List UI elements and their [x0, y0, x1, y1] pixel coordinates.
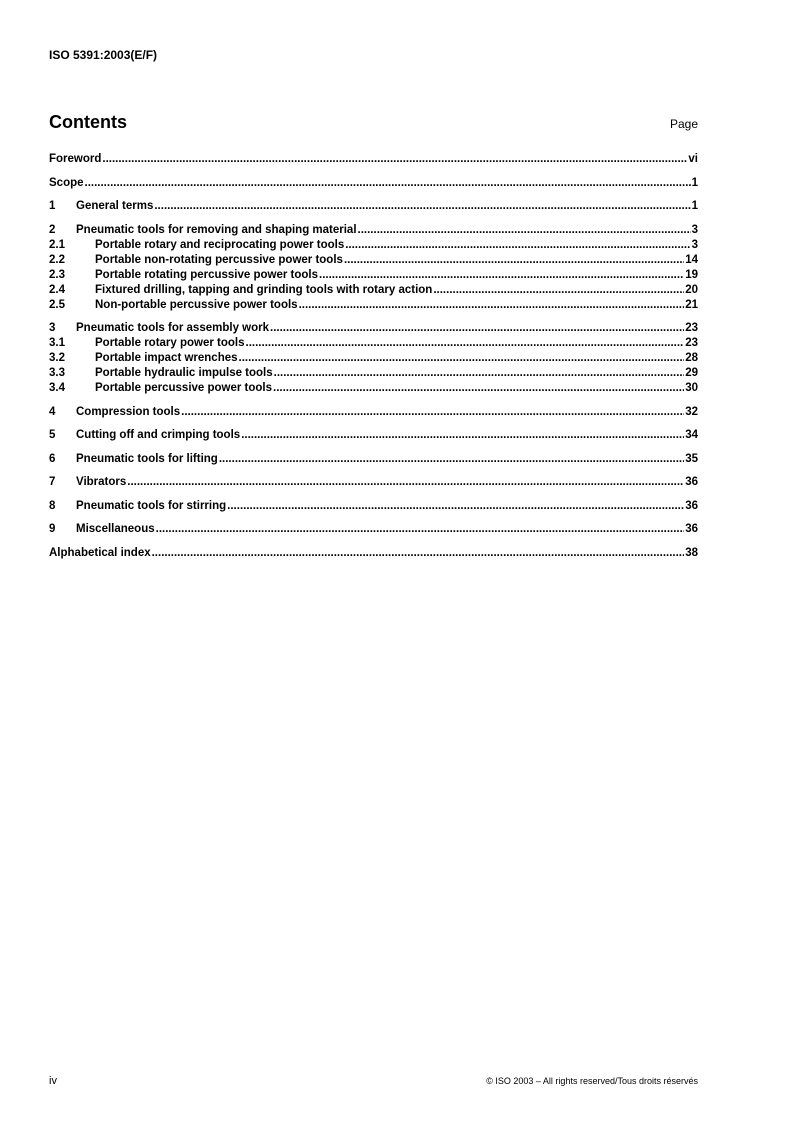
- toc-entry-page: 28: [685, 352, 698, 364]
- toc-entry[interactable]: [49, 152, 698, 167]
- toc-dot-leader: [274, 366, 685, 381]
- toc-entry-title: General terms: [76, 200, 154, 212]
- toc-entry-page: 1: [691, 176, 698, 189]
- toc-entry-title: Portable rotary and reciprocating power tools: [95, 238, 345, 251]
- toc-entry-page: 3: [691, 238, 698, 251]
- toc-entry-number: 7: [49, 476, 56, 488]
- toc-entry[interactable]: [49, 321, 698, 336]
- toc-entry-number: 3.3: [49, 367, 65, 379]
- toc-entry-title: Pneumatic tools for removing and shaping material: [76, 223, 357, 236]
- toc-entry-page: 14: [685, 253, 698, 266]
- toc-dot-leader: [433, 283, 684, 298]
- toc-dot-leader: [246, 336, 685, 351]
- toc-dot-leader: [319, 268, 684, 283]
- toc-entry-title: Portable rotary power tools: [95, 337, 245, 349]
- toc-entry[interactable]: [49, 475, 698, 490]
- toc-entry-title: Scope: [49, 176, 84, 189]
- toc-entry-number: 2: [49, 223, 56, 236]
- toc-entry[interactable]: [49, 381, 698, 396]
- toc-dot-leader: [345, 238, 690, 253]
- toc-dot-leader: [152, 546, 685, 561]
- toc-entry-title: Cutting off and crimping tools: [76, 429, 241, 441]
- toc-entry[interactable]: [49, 522, 698, 537]
- toc-entry-number: 2.3: [49, 268, 65, 281]
- toc-dot-leader: [219, 452, 684, 467]
- toc-dot-leader: [127, 475, 684, 490]
- toc-entry-number: 2.4: [49, 283, 65, 296]
- toc-entry[interactable]: [49, 351, 698, 366]
- toc-dot-leader: [156, 522, 685, 537]
- toc-entry-title: Pneumatic tools for stirring: [76, 499, 227, 512]
- toc-entry-page: 21: [685, 298, 698, 311]
- toc-entry-page: 29: [685, 367, 698, 379]
- toc-entry[interactable]: [49, 405, 698, 420]
- footer-page-number: iv: [49, 1075, 57, 1087]
- toc-entry[interactable]: [49, 366, 698, 381]
- toc-entry-number: 1: [49, 200, 56, 212]
- toc-entry-title: Portable rotating percussive power tools: [95, 268, 319, 281]
- toc-entry-page: 30: [685, 382, 698, 394]
- table-of-contents: [49, 152, 698, 561]
- toc-dot-leader: [154, 199, 690, 214]
- toc-dot-leader: [299, 298, 685, 313]
- toc-entry-page: 38: [685, 546, 698, 559]
- toc-entry-number: 8: [49, 499, 56, 512]
- toc-entry-title: Portable non-rotating percussive power tools: [95, 253, 343, 266]
- toc-dot-leader: [85, 176, 691, 191]
- toc-entry-title: Portable hydraulic impulse tools: [95, 367, 273, 379]
- toc-entry[interactable]: [49, 336, 698, 351]
- toc-entry-number: 5: [49, 429, 56, 441]
- toc-entry-number: 3.4: [49, 382, 65, 394]
- toc-entry-number: 4: [49, 405, 56, 418]
- toc-entry-title: Foreword: [49, 153, 102, 165]
- toc-entry-number: 3.2: [49, 352, 65, 364]
- toc-dot-leader: [227, 499, 684, 514]
- document-id: ISO 5391:2003(E/F): [49, 48, 158, 62]
- toc-entry-page: 23: [685, 337, 698, 349]
- toc-entry-page: 36: [685, 523, 698, 535]
- toc-entry-number: 6: [49, 452, 56, 465]
- toc-dot-leader: [273, 381, 684, 396]
- toc-entry-title: Pneumatic tools for lifting: [76, 452, 218, 465]
- toc-entry-page: 20: [685, 283, 698, 296]
- toc-entry-number: 2.5: [49, 298, 65, 311]
- toc-dot-leader: [344, 253, 684, 268]
- toc-dot-leader: [239, 351, 685, 366]
- toc-entry-page: vi: [688, 153, 698, 165]
- toc-entry-title: Vibrators: [76, 476, 127, 488]
- toc-entry[interactable]: [49, 268, 698, 283]
- toc-entry-number: 2.2: [49, 253, 65, 266]
- toc-dot-leader: [181, 405, 684, 420]
- toc-entry-page: 36: [685, 499, 698, 512]
- toc-entry-page: 1: [691, 200, 698, 212]
- toc-entry-number: 3.1: [49, 337, 65, 349]
- toc-entry[interactable]: [49, 223, 698, 238]
- toc-entry[interactable]: [49, 176, 698, 191]
- footer-copyright: © ISO 2003 – All rights reserved/Tous droits réservés: [486, 1076, 698, 1086]
- toc-entry-title: Fixtured drilling, tapping and grinding tools with rotary action: [95, 283, 433, 296]
- toc-entry-page: 35: [685, 452, 698, 465]
- toc-entry[interactable]: [49, 499, 698, 514]
- toc-entry[interactable]: [49, 283, 698, 298]
- toc-entry-title: Compression tools: [76, 405, 181, 418]
- toc-entry-page: 36: [685, 476, 698, 488]
- toc-entry[interactable]: [49, 253, 698, 268]
- toc-entry-page: 34: [685, 429, 698, 441]
- toc-entry[interactable]: [49, 428, 698, 443]
- toc-entry-title: Portable impact wrenches: [95, 352, 238, 364]
- toc-entry[interactable]: [49, 238, 698, 253]
- page-column-label: Page: [669, 117, 698, 131]
- toc-entry-number: 9: [49, 523, 56, 535]
- toc-entry-title: Alphabetical index: [49, 546, 151, 559]
- toc-entry-page: 23: [685, 322, 698, 334]
- toc-entry-page: 32: [685, 405, 698, 418]
- toc-dot-leader: [270, 321, 684, 336]
- toc-entry[interactable]: [49, 199, 698, 214]
- toc-entry[interactable]: [49, 546, 698, 561]
- toc-entry[interactable]: [49, 298, 698, 313]
- toc-entry-title: Non-portable percussive power tools: [95, 298, 298, 311]
- toc-entry-page: 3: [691, 223, 698, 236]
- contents-title: Contents: [49, 112, 127, 132]
- toc-dot-leader: [358, 223, 691, 238]
- toc-entry-number: 3: [49, 322, 56, 334]
- toc-entry-page: 19: [685, 268, 698, 281]
- toc-entry-number: 2.1: [49, 238, 65, 251]
- toc-entry-title: Miscellaneous: [76, 523, 155, 535]
- toc-entry-title: Pneumatic tools for assembly work: [76, 322, 270, 334]
- toc-dot-leader: [241, 428, 684, 443]
- toc-dot-leader: [102, 152, 687, 167]
- toc-entry[interactable]: [49, 452, 698, 467]
- toc-entry-title: Portable percussive power tools: [95, 382, 273, 394]
